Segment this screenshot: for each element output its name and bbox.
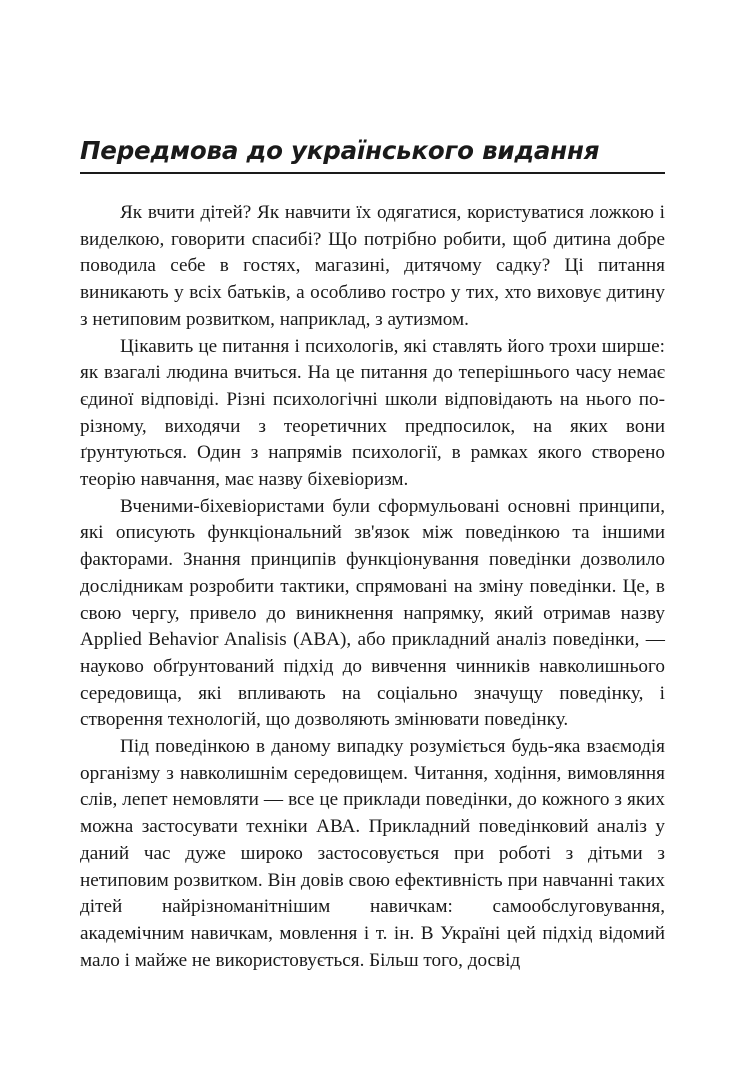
- paragraph-3: Вченими-біхевіористами були сформульовані основні принципи, які описують функціональний зв'язок між поведінкою та іншими факторами. Знання принципів функціонування поведінки дозволило дослідникам розробити тактики, спрямовані на зміну поведінки. Це, в свою чергу, привело до виникнення напрямку, який отримав назву Applied Behavior Analisis (ABA), або прикладний аналіз поведінки, — науково обґрунтований підхід до вивчення чинників навколишнього середовища, які впливають на соціально значущу поведінку, і створення технологій, що дозволяють змінювати поведінку.: [80, 495, 665, 731]
- title-underline: [80, 172, 665, 174]
- paragraph-4: Під поведінкою в даному випадку розуміється будь-яка взаємодія організму з навколишнім середовищем. Читання, ходіння, вимовляння слів, лепет немовляти — все це приклади поведінки, до кожного з яких можна застосувати техніки АВА. Прикладний поведінковий аналіз у даний час дуже широко застосовується при роботі з дітьми з нетиповим розвитком. Він довів свою ефективність при навчанні таких дітей найрізноманітнішим навичкам: самообслуговування, академічним навичкам, мовлення і т. ін. В Україні цей підхід відомий мало і майже не використовується. Більш того, досвід: [80, 736, 665, 971]
- paragraph-1: Як вчити дітей? Як навчити їх одягатися, користуватися ложкою і виделкою, говорити спасибі? Що потрібно робити, щоб дитина добре поводила себе в гостях, магазині, дитячому садку? Ці питання виникають у всіх батьків, а особливо гостро у тих, хто виховує дитину з нетиповим розвитком, наприклад, з аутизмом.: [80, 202, 665, 330]
- section-title: Передмова до українського видання: [80, 136, 600, 165]
- paragraph-2: Цікавить це питання і психологів, які ставлять його трохи ширше: як взагалі людина вчиться. На це питання до теперішнього часу немає єдиної відповіді. Різні психологічні школи відповідають на нього по-різному, виходячи з теоретичних предпосилок, на яких вони ґрунтуються. Один з напрямів психології, в рамках якого створено теорію навчання, має назву біхевіоризм.: [80, 335, 665, 491]
- body-text: [80, 200, 665, 974]
